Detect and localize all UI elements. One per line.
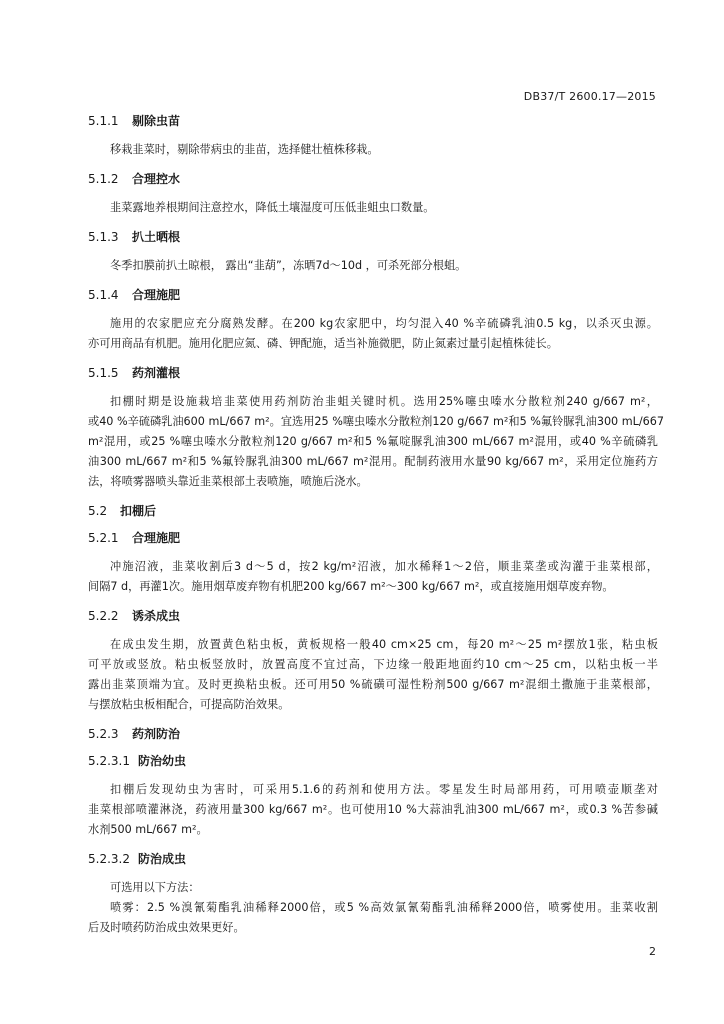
section-heading [88, 726, 658, 742]
section-title: 扒土晒根 [132, 230, 181, 244]
paragraph-line: 或40 %辛硫磷乳油600 mL/667 m²。宜选用25 %噻虫嗪水分散粒剂120 g/667 m²和5 %氟铃脲乳油300 mL/667 [88, 415, 664, 428]
section-paragraph [88, 256, 658, 276]
paragraph-line: 水剂500 mL/667 m²。 [88, 823, 208, 836]
section-heading [88, 608, 658, 624]
section-paragraph [88, 557, 658, 597]
section-title: 合理施肥 [132, 531, 181, 545]
paragraph-line: 油300 mL/667 m²和5 %氟铃脲乳油300 mL/667 m²混用。配制药液用水量90 kg/667 m²，采用定位施药方 [88, 455, 658, 468]
paragraph-line: 扣棚后发现幼虫为害时，可采用5.1.6的药剂和使用方法。零星发生时局部用药，可用喷壶顺垄对 [110, 783, 658, 796]
section-paragraph [88, 314, 658, 354]
section-title: 扣棚后 [120, 504, 157, 518]
paragraph-line: 扣棚时期是设施栽培韭菜使用药剂防治韭蛆关键时机。选用25%噻虫嗪水分散粒剂240 g/667 m²， [110, 395, 658, 408]
paragraph-line: 与摆放粘虫板相配合，可提高防治效果。 [88, 698, 290, 711]
section-number: 5.2.3.2 [88, 852, 130, 866]
section-paragraph [88, 198, 658, 218]
paragraph-line: 韭菜露地养根期间注意控水，降低土壤湿度可压低韭蛆虫口数量。 [110, 201, 435, 214]
paragraph-line: 喷雾：2.5 %溴氰菊酯乳油稀释2000倍，或5 %高效氯氰菊酯乳油稀释2000倍，喷雾使用。韭菜收割 [110, 901, 658, 914]
section-number: 5.2.3 [88, 727, 119, 741]
section-heading [88, 287, 658, 303]
document-body [88, 110, 664, 949]
paragraph-line: 间隔7 d，再灌1次。施用烟草废弃物有机肥200 kg/667 m²～300 kg/667 m²，或直接施用烟草废弃物。 [88, 580, 614, 593]
section-heading [88, 229, 658, 245]
section-paragraph [88, 635, 658, 715]
section-title: 防治成虫 [138, 852, 187, 866]
section-heading [88, 365, 658, 381]
section-number: 5.1.1 [88, 114, 119, 128]
section-heading [88, 851, 658, 867]
paragraph-line: 在成虫发生期，放置黄色粘虫板，黄板规格一般40 cm×25 cm，每20 m²～25 m²摆放1张，粘虫板 [110, 638, 658, 651]
section-number: 5.1.4 [88, 288, 119, 302]
section-number: 5.1.3 [88, 230, 119, 244]
paragraph-line: 可选用以下方法： [110, 881, 200, 894]
section-title: 剔除虫苗 [132, 114, 181, 128]
section-heading [88, 171, 658, 187]
section-heading [88, 503, 658, 519]
paragraph-line: 冲施沼液，韭菜收割后3 d～5 d，按2 kg/m²沼液，加水稀释1～2倍，顺韭菜垄或沟灌于韭菜根部， [110, 560, 658, 573]
section-heading [88, 753, 658, 769]
paragraph-line: 后及时喷药防治成虫效果更好。 [88, 921, 245, 934]
section-title: 防治幼虫 [138, 754, 187, 768]
section-title: 合理控水 [132, 172, 181, 186]
paragraph-line: 移栽韭菜时，剔除带病虫的韭苗，选择健壮植株移栽。 [110, 143, 379, 156]
document-code: DB37/T 2600.17—2015 [523, 90, 656, 103]
paragraph-line: 亦可用商品有机肥。施用化肥应氮、磷、钾配施，适当补施微肥，防止氮素过量引起植株徒长。 [88, 337, 558, 350]
section-title: 诱杀成虫 [132, 609, 181, 623]
section-title: 药剂灌根 [132, 366, 181, 380]
section-paragraph [88, 140, 658, 160]
section-number: 5.2.2 [88, 609, 119, 623]
section-paragraph [88, 392, 664, 492]
section-number: 5.2 [88, 504, 108, 518]
paragraph-line: m²混用，或25 %噻虫嗪水分散粒剂120 g/667 m²和5 %氟啶脲乳油300 mL/667 m²混用，或40 %辛硫磷乳 [88, 435, 658, 448]
section-title: 药剂防治 [132, 727, 181, 741]
section-number: 5.1.2 [88, 172, 119, 186]
paragraph-line: 冬季扣膜前扒土晾根， 露出“韭葫”，冻晒7d～10d ，可杀死部分根蛆。 [110, 259, 467, 272]
paragraph-line: 法，将喷雾器喷头靠近韭菜根部土表喷施，喷施后浇水。 [88, 475, 368, 488]
section-heading [88, 113, 658, 129]
paragraph-line: 韭菜根部喷灌淋浇，药液用量300 kg/667 m²。也可使用10 %大蒜油乳油300 mL/667 m²，或0.3 %苦参碱 [88, 803, 658, 816]
page-number: 2 [649, 945, 656, 958]
section-paragraph [88, 878, 658, 938]
section-paragraph [88, 780, 658, 840]
section-title: 合理施肥 [132, 288, 181, 302]
paragraph-line: 可平放或竖放。粘虫板竖放时，放置高度不宜过高，下边缘一般距地面约10 cm～25 cm，以粘虫板一半 [88, 658, 658, 671]
paragraph-line: 露出韭菜顶端为宜。及时更换粘虫板。还可用50 %硫磺可湿性粉剂500 g/667 m²混细土撒施于韭菜根部， [88, 678, 658, 691]
section-number: 5.1.5 [88, 366, 119, 380]
section-heading [88, 530, 658, 546]
paragraph-line: 施用的农家肥应充分腐熟发酵。在200 kg农家肥中，均匀混入40 %辛硫磷乳油0.5 kg，以杀灭虫源。 [110, 317, 658, 330]
section-number: 5.2.3.1 [88, 754, 130, 768]
section-number: 5.2.1 [88, 531, 119, 545]
